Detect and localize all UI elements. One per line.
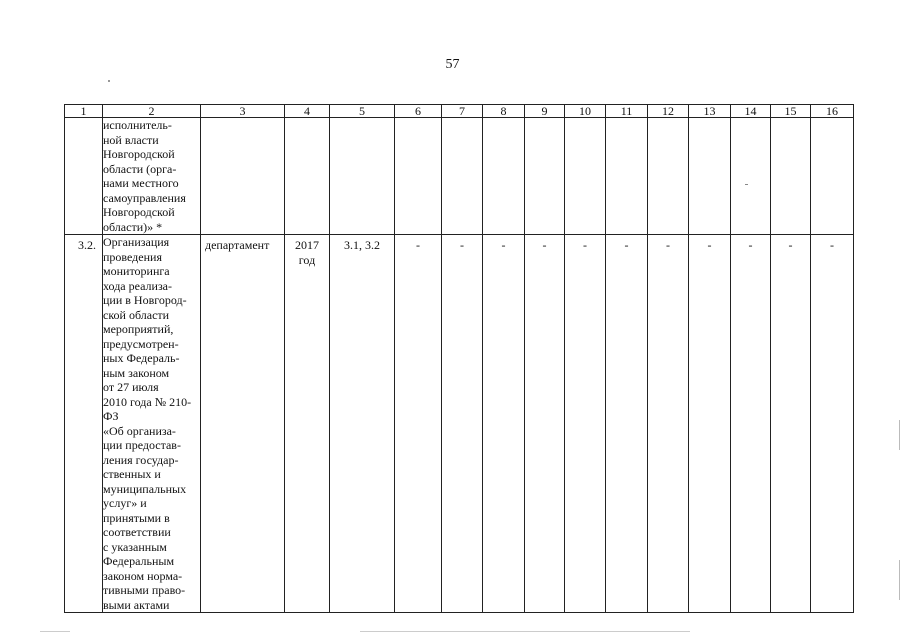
- column-number: 4: [285, 105, 330, 118]
- column-number: 1: [65, 105, 103, 118]
- column-number: 16: [811, 105, 854, 118]
- funding-value: -: [395, 235, 442, 613]
- funding-value: -: [771, 235, 811, 613]
- table-cell: [483, 118, 525, 235]
- scan-artifact: [899, 560, 900, 600]
- column-number: 12: [648, 105, 689, 118]
- executor: департамент: [201, 235, 285, 613]
- column-number-row: [65, 105, 854, 118]
- table-cell: [648, 118, 689, 235]
- column-number: 15: [771, 105, 811, 118]
- funding-value: -: [525, 235, 565, 613]
- column-number: 5: [330, 105, 395, 118]
- funding-value: -: [606, 235, 648, 613]
- table-cell: [285, 118, 330, 235]
- term: 2017 год: [285, 235, 330, 613]
- page-number: 57: [445, 57, 460, 72]
- funding-value: -: [811, 235, 854, 613]
- funding-value: -: [648, 235, 689, 613]
- column-number: 6: [395, 105, 442, 118]
- column-number: 7: [442, 105, 483, 118]
- table-cell: [565, 118, 606, 235]
- table-cell: [606, 118, 648, 235]
- event-name-continuation: исполнитель- ной власти Новгородской области (орга- нами местного самоуправления Новгородской области)» *: [103, 118, 201, 235]
- table-cell: [731, 118, 771, 235]
- table-cell: [330, 118, 395, 235]
- scan-artifact: [899, 420, 900, 450]
- column-number: 9: [525, 105, 565, 118]
- column-number: 11: [606, 105, 648, 118]
- column-number: 14: [731, 105, 771, 118]
- scan-artifact: [40, 631, 70, 632]
- table-cell: [65, 118, 103, 235]
- funding-value: -: [731, 235, 771, 613]
- funding-value: -: [483, 235, 525, 613]
- target-indicators: 3.1, 3.2: [330, 235, 395, 613]
- column-number: 10: [565, 105, 606, 118]
- column-number: 8: [483, 105, 525, 118]
- table-cell: [771, 118, 811, 235]
- table-cell: [525, 118, 565, 235]
- table-cell: [689, 118, 731, 235]
- table-cell: [811, 118, 854, 235]
- scan-speck: [108, 80, 110, 82]
- scan-artifact: [360, 631, 690, 632]
- table-row: [65, 118, 854, 235]
- table-cell: [442, 118, 483, 235]
- column-number: 2: [103, 105, 201, 118]
- item-number: 3.2.: [65, 235, 103, 613]
- funding-value: -: [565, 235, 606, 613]
- column-number: 3: [201, 105, 285, 118]
- table-cell: [395, 118, 442, 235]
- column-number: 13: [689, 105, 731, 118]
- program-table: [64, 104, 854, 613]
- event-name: Организация проведения мониторинга хода реализа- ции в Новгород- ской области мероприятий, предусмотрен- ных Федераль- ным законом от 27 июля 2010 года № 210-ФЗ «Об организа- ции предостав- ления государ- ственных и муниципальных услуг» и принятыми в соответствии с указанным Федеральным законом норма- тивными право- выми актами: [103, 235, 201, 613]
- funding-value: -: [442, 235, 483, 613]
- table-cell: [201, 118, 285, 235]
- funding-value: -: [689, 235, 731, 613]
- table-row: [65, 235, 854, 613]
